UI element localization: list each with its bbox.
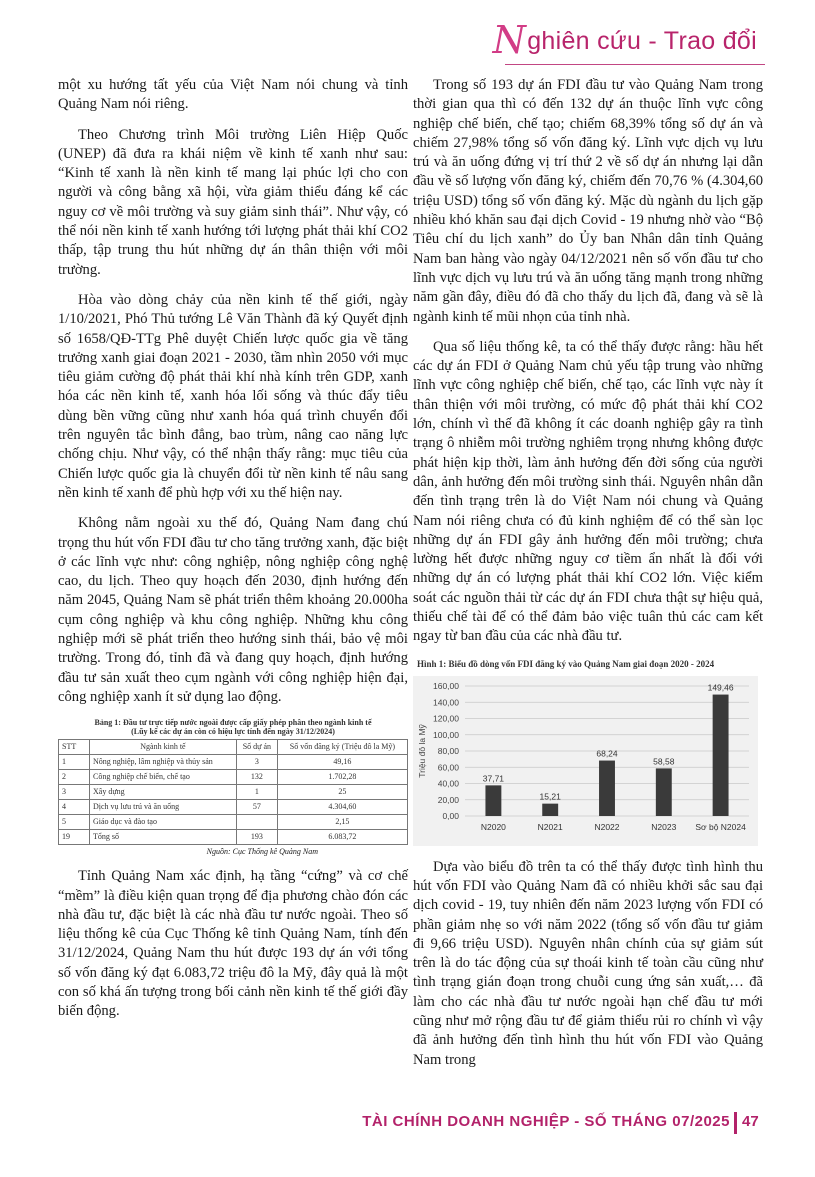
journal-name: TÀI CHÍNH DOANH NGHIỆP - SỐ THÁNG 07/2025 [362,1113,730,1130]
table-header-cell: Số dự án [236,740,277,755]
y-tick-label: 120,00 [433,713,459,724]
page-number: 47 [742,1113,759,1130]
header-rule [505,64,765,65]
table-cell: 1 [236,785,277,800]
table-source: Nguồn: Cục Thống kê Quảng Nam [206,847,318,857]
table-header-cell: Ngành kinh tế [90,740,237,755]
table-cell: 3 [59,785,90,800]
paragraph: Không nằm ngoài xu thế đó, Quảng Nam đang chú trọng thu hút vốn FDI đầu tư cho tăng trưởng xanh, đặc biệt ở các lĩnh vực như: công nghiệp, nông nghiệp công nghệ cao, du lịch. Theo quy hoạch đến 2030, định hướng đến năm 2045, Quảng Nam sẽ phát triển thêm khoảng 20.000ha cụm công nghiệp và khu công nghiệp. Những khu công nghiệp mới sẽ phát triển theo hướng sinh thái, bảo vệ môi trường. Trong đó, tỉnh đã và đang quy hoạch, định hướng đầu tư sản xuất theo cụm ngành với công nghiệp hiện đại, công nghiệp xanh ít sử dụng lao động. [58,515,408,705]
table-cell: 1.702,28 [277,770,407,785]
table-cell: 57 [236,800,277,815]
table-cell: 1 [59,755,90,770]
bar-value-label: 15,21 [539,791,561,802]
table-cell: Công nghiệp chế biến, chế tạo [90,770,237,785]
table-cell: 25 [277,785,407,800]
paragraph: Trong số 193 dự án FDI đầu tư vào Quảng Nam trong thời gian qua thì có đến 132 dự án thuộc lĩnh vực công nghiệp chế biến, chế tạo; chiếm 68,39% tổng số dự án và chiếm 27,98% tổng số vốn đăng ký. Lĩnh vực dịch vụ lưu trú và ăn uống đứng vị trí thứ 2 về số dự án nhưng lại dẫn đầu về số lượng vốn đăng ký, chiếm đến 70,76 % (4.304,60 triệu USD) tổng số vốn đăng ký. Mặc dù ngành du lịch gặp nhiều khó khăn sau đại dịch Covid - 19 nhưng nhờ vào “Bộ Tiêu chí du lịch xanh” do Ủy ban Nhân dân tỉnh Quảng Nam ban hàng vào ngày 04/12/2021 nên số vốn đầu tư cho lĩnh vực dịch vụ lưu trú và ăn uống tăng mạnh trong những năm gần đây, điều đó đã cho thấy du lịch đã, đang và sẽ là ngành kinh tế mũi nhọn của tỉnh nhà. [413,77,763,325]
paragraph: Theo Chương trình Môi trường Liên Hiệp Quốc (UNEP) đã đưa ra khái niệm về kinh tế xanh như sau: “Kinh tế xanh là nền kinh tế mang lại phúc lợi cho con người và công bằng xã hội, vừa giảm thiểu đáng kể các nguy cơ về môi trường và suy giảm sinh thái”. Như vậy, có thể nói nền kinh tế xanh hướng tới lượng phát thải khí CO2 thấp, tập trung thu hút những dự án thân thiện với môi trường. [58,126,408,278]
fdi-table [58,739,408,845]
table-row [59,800,408,815]
bar [485,785,501,816]
x-tick-label: Sơ bộ N2024 [695,821,746,832]
table-cell: Giáo dục và đào tạo [90,815,237,830]
table-cell: 132 [236,770,277,785]
table-row [59,785,408,800]
section-title-text: ghiên cứu - Trao đổi [527,27,757,55]
bar-value-label: 68,24 [596,748,618,759]
paragraph: Qua số liệu thống kê, ta có thể thấy được rằng: hầu hết các dự án FDI ở Quảng Nam chủ yếu tập trung vào những lĩnh vực công nghiệp chế biến, chế tạo, các lĩnh vực này ít thân thiện với môi trường, có mức độ phát thải khí CO2 lớn, chính vì thế đã không ít các doanh nghiệp gây ra tình trạng ô nhiễm môi trường nghiêm trọng nhưng không được phát hiện kịp thời, làm ảnh hưởng đến đời sống của người dân, ảnh hưởng đến môi trường sinh thái. Nguyên nhân dẫn đến tình trạng trên là do Việt Nam nói chung và Quảng Nam nói riêng chưa có đủ kinh nghiệm để có thể sàn lọc những dự án FDI gây ảnh hưởng đến môi trường; chưa lường hết được những nguy cơ tiềm ẩn nhất là đối với những dự án có lượng phát thải khí CO2 lớn. Việc kiểm soát các nguồn thải từ các dự án FDI chưa thật sự hiệu quả, thiếu chế tài để có thể đảm bảo việc tuân thủ các cam kết ngay từ ban đầu của các nhà đầu tư. [413,338,763,645]
bar-value-label: 37,71 [482,772,505,783]
paragraph: Tỉnh Quảng Nam xác định, hạ tầng “cứng” và cơ chế “mềm” là điều kiện quan trọng để địa phương chào đón các nhà đầu tư, đặc biệt là các nhà đầu tư nước ngoài. Theo số liệu thống kê của Cục Thống kê tỉnh Quảng Nam, tính đến 31/12/2024, Quảng Nam thu hút được 193 dự án với tổng số vốn đăng ký đạt 6.083,72 triệu đô la Mỹ, đây quả là một con số khá ấn tượng trong bối cảnh nền kinh tế thế giới đầy biến động. [58,868,408,1020]
table-header-row [59,740,408,755]
footer-divider [734,1112,737,1134]
table-cell [236,815,277,830]
x-tick-label: N2021 [537,821,563,832]
table-row [59,815,408,830]
table-caption-sub: (Lũy kế các dự án còn có hiệu lực tính đến ngày 31/12/2024) [131,727,335,737]
y-tick-label: 100,00 [433,729,459,740]
page-header [0,12,815,72]
y-tick-label: 80,00 [437,745,459,756]
table-row [59,830,408,845]
x-tick-label: N2022 [594,821,620,832]
chart-title: Hình 1: Biểu đồ dòng vốn FDI đăng ký vào Quảng Nam giai đoạn 2020 - 2024 [417,658,715,669]
right-column [413,76,763,1081]
bar [599,760,615,815]
table-cell: 2,15 [277,815,407,830]
table-cell: 19 [59,830,90,845]
bar [656,768,672,816]
paragraph: một xu hướng tất yếu của Việt Nam nói chung và tỉnh Quảng Nam nói riêng. [58,77,408,113]
table-cell: 49,16 [277,755,407,770]
table-cell: 2 [59,770,90,785]
section-title-initial: N [492,18,527,62]
table-cell: Nông nghiệp, lâm nghiệp và thủy sản [90,755,237,770]
x-tick-label: N2020 [480,821,506,832]
table-caption: Bảng 1: Đầu tư trực tiếp nước ngoài được cấp giấy phép phân theo ngành kinh tế [94,718,372,728]
bar [542,803,558,815]
table-cell: Xây dựng [90,785,237,800]
chart-area [413,676,758,846]
table-cell: Dịch vụ lưu trú và ăn uống [90,800,237,815]
bar-value-label: 149,46 [707,682,734,693]
table-cell: 5 [59,815,90,830]
table-header-cell: Số vốn đăng ký (Triệu đô la Mỹ) [277,740,407,755]
section-title [493,18,757,62]
table-row [59,755,408,770]
y-tick-label: 40,00 [437,778,459,789]
x-tick-label: N2023 [651,821,677,832]
table-cell: 4.304,60 [277,800,407,815]
y-axis-label: Triệu đô la Mỹ [417,723,427,778]
fdi-table-figure [58,718,408,857]
table-cell: 6.083,72 [277,830,407,845]
fdi-bar-chart [413,676,758,846]
table-row [59,770,408,785]
table-cell: Tổng số [90,830,237,845]
fdi-chart-figure [413,658,763,846]
table-cell: 4 [59,800,90,815]
page-footer [0,1110,815,1150]
y-tick-label: 60,00 [437,761,459,772]
y-tick-label: 140,00 [433,696,459,707]
table-header-cell: STT [59,740,90,755]
left-column [58,76,408,1033]
y-tick-label: 20,00 [437,794,459,805]
table-cell: 3 [236,755,277,770]
paragraph: Dựa vào biểu đồ trên ta có thể thấy được tình hình thu hút vốn FDI vào Quảng Nam đã có nhiều khởi sắc sau đại dịch covid - 19, tuy nhiên đến năm 2023 lượng vốn FDI có phần giảm nhẹ so với năm 2022 (tổng số vốn đầu tư giảm đi 9,66 triệu USD). Nguyên nhân chính của sự giảm sút trên là do tác động của sự thoái kinh tế toàn cầu cũng như tình trạng gián đoạn trong chuỗi cung ứng sản xuất,… đã làm cho các nhà đầu tư nước ngoài hạn chế đầu tư mới cũng như mở rộng đầu tư để giảm thiểu rủi ro chính vì vậy đã ảnh hưởng đến tình hình thu hút vốn FDI vào Quảng Nam trong [413,858,763,1068]
bar [713,694,729,815]
table-cell: 193 [236,830,277,845]
paragraph: Hòa vào dòng chảy của nền kinh tế thế giới, ngày 1/10/2021, Phó Thủ tướng Lê Văn Thành đã ký Quyết định số 1658/QĐ-TTg Phê duyệt Chiến lược quốc gia về tăng trưởng xanh giai đoạn 2021 - 2030, tầm nhìn 2050 với mục tiêu giảm cường độ phát thải khí nhà kính trên GDP, xanh hóa các nền kinh tế, xanh hóa lối sống và thúc đẩy tiêu dùng bền vững cũng như xanh hóa quá trình chuyển đổi trên nguyên tắc bình đẳng, bao trùm, nâng cao năng lực chống chịu. Như vậy, có thể nhận thấy rằng: mục tiêu của Chiến lược quốc gia là chuyển đổi từ nền kinh tế nâu sang nền kinh tế xanh để phù hợp với xu thế hiện nay. [58,291,408,501]
bar-value-label: 58,58 [653,756,675,767]
y-tick-label: 0,00 [442,810,459,821]
y-tick-label: 160,00 [433,680,459,691]
